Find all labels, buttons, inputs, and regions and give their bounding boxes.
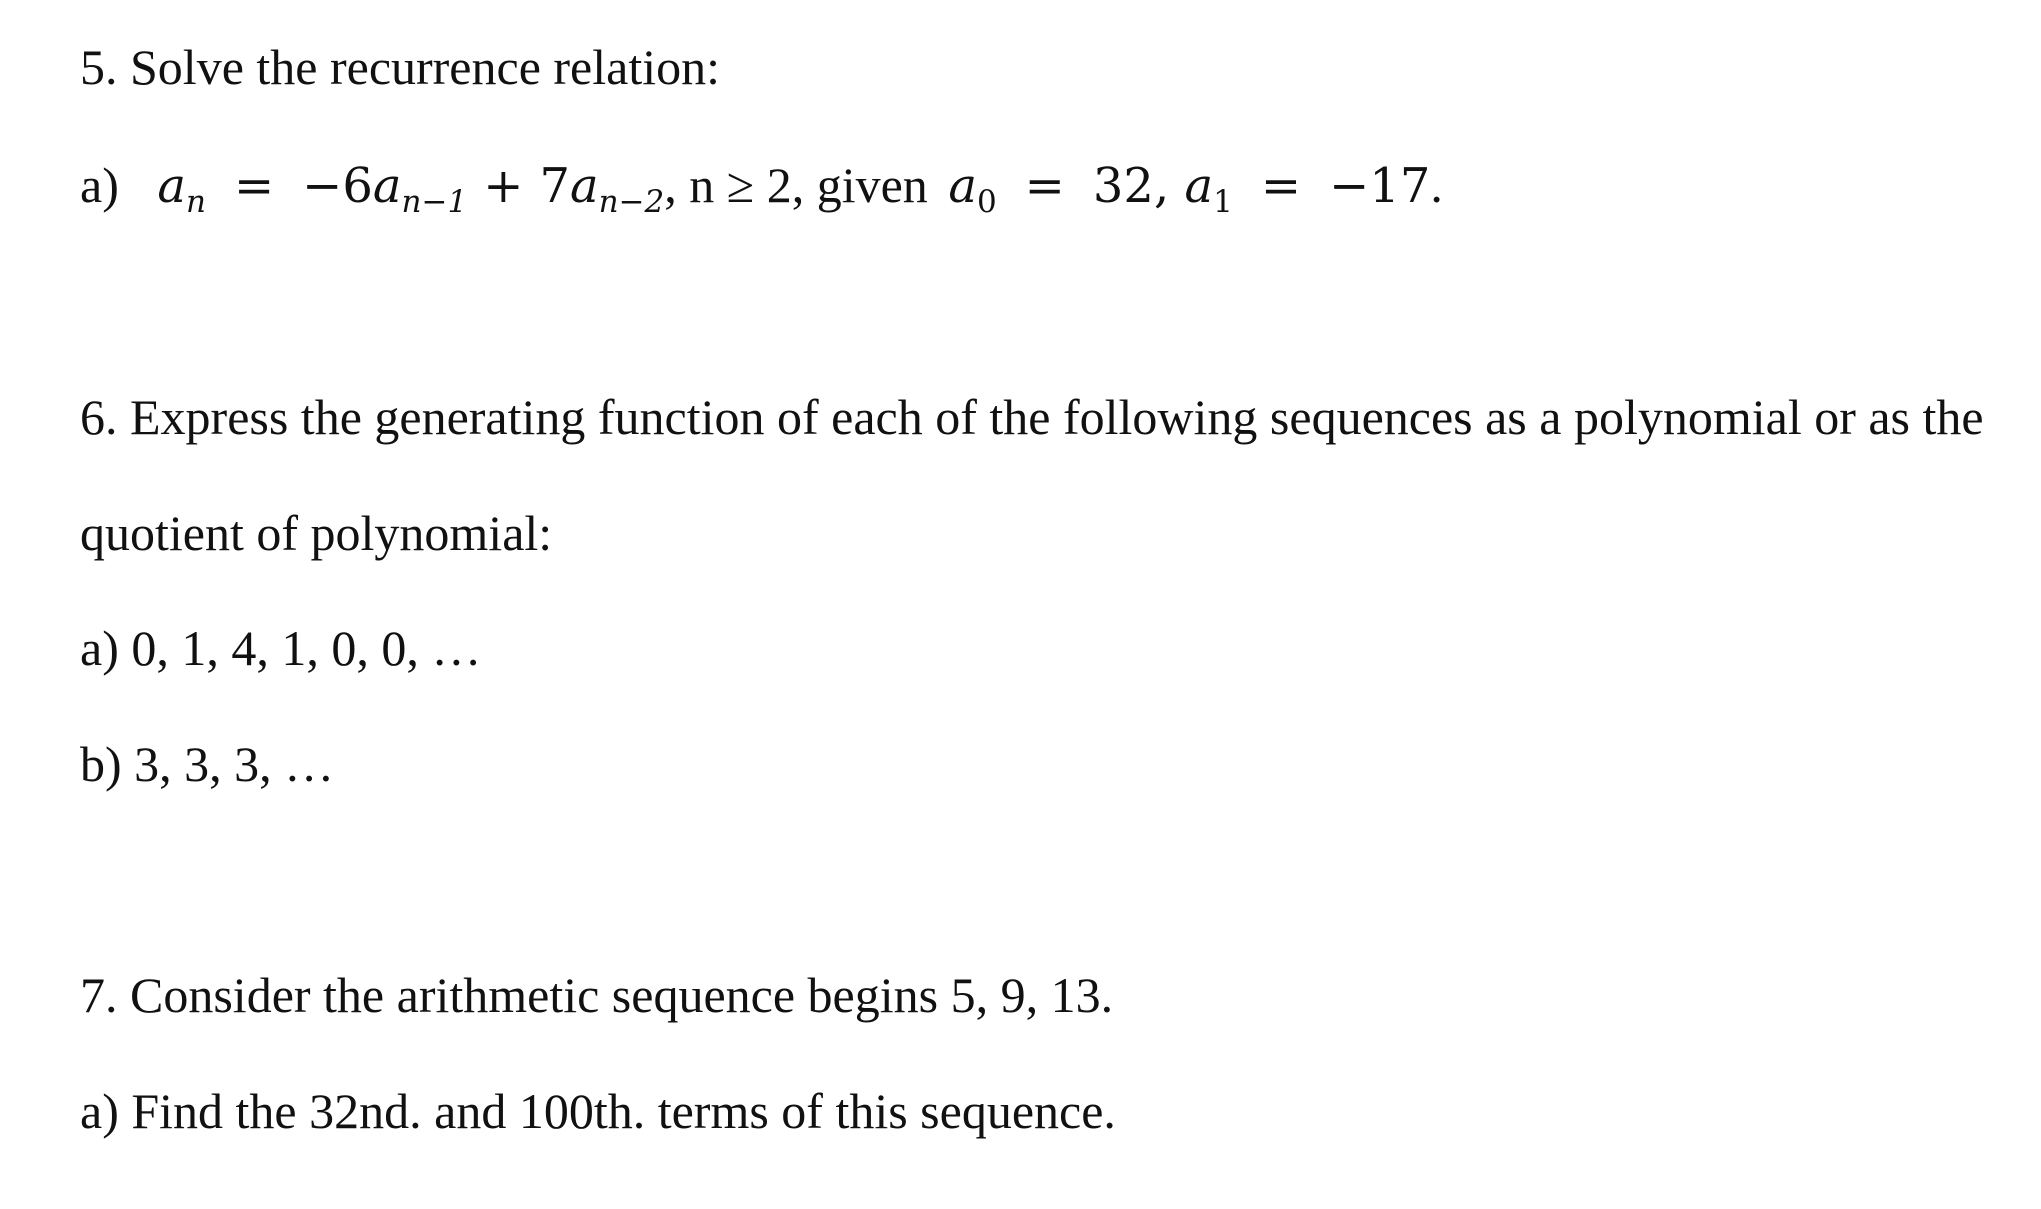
recurrence-condition: , n ≥ 2, given: [664, 157, 928, 213]
q5-part-a: a) $a_n = -6a_{n-1} + 7a_{n-2}$, n ≥ 2, given $a_0 = 32$, $a_1 = -17$.: [80, 157, 1443, 220]
q6-part-a: a) 0, 1, 4, 1, 0, 0, …: [80, 620, 482, 676]
recurrence-equation: $a_n = -6a_{n-1} + 7a_{n-2}$: [157, 158, 665, 220]
initial-conditions: $a_0 = 32$, $a_1 = -17$: [948, 158, 1431, 220]
q7-title: 7. Consider the arithmetic sequence begins 5, 9, 13.: [80, 967, 1114, 1023]
q7-part-a: a) Find the 32nd. and 100th. terms of this sequence.: [80, 1083, 1116, 1139]
q6-title-line2: quotient of polynomial:: [80, 505, 553, 561]
q5-title: 5. Solve the recurrence relation:: [80, 39, 720, 95]
q6-title-line1: 6. Express the generating function of each of the following sequences as a polynomial or as the: [80, 389, 1984, 445]
q5-part-a-label: a): [80, 157, 119, 213]
q6-part-b: b) 3, 3, 3, …: [80, 736, 335, 792]
